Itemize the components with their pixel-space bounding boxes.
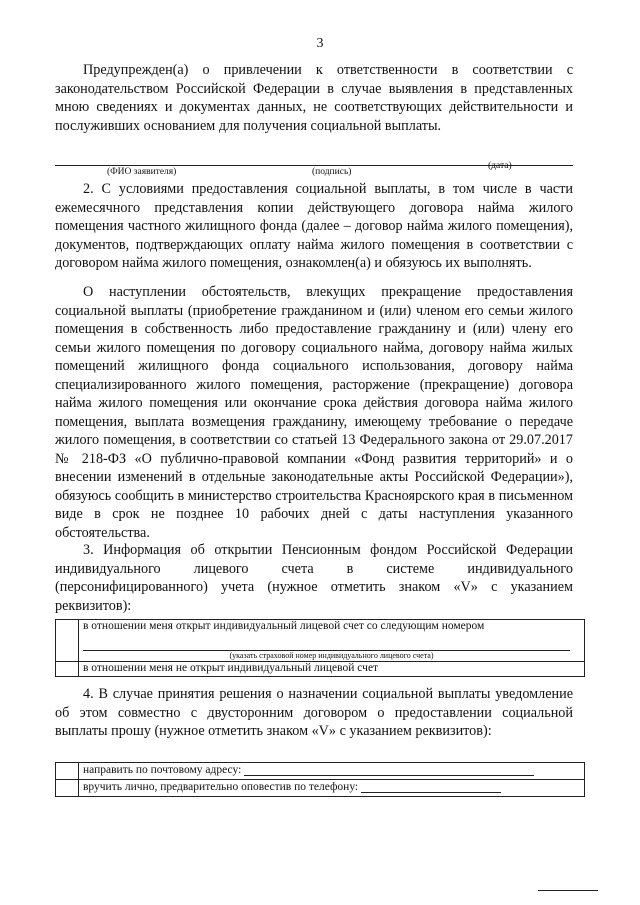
corner-rule bbox=[538, 890, 598, 891]
checkbox-account-opened[interactable] bbox=[56, 620, 79, 662]
option-row-mail bbox=[56, 763, 585, 780]
obligations-paragraph: О наступлении обстоятельств, влекущих прекращение предоставления социальной выплаты (приобретение гражданином и (или) членом его семьи жилого помещения в собственность либо предоставление гражданину и (или) члену его семьи жилого помещения по договору социального найма, договору найма жилых помещений жилищного фонда социального использования, договору найма специализированного жилого помещения, расторжение (прекращение) договора найма жилого помещения или окончание срока действия договора найма жилого помещения, выплата возмещения гражданину, имеющему требование о передаче жилого помещения, в соответствии со статьей 13 Федерального закона от 29.07.2017 № 218-ФЗ «О публично-правовой компании «Фонд развития территорий» и о внесении изменений в отдельные законодательные акты Российской Федерации»), обязуюсь сообщить в министерство строительства Красноярского края в письменном виде в срок не позднее 10 рабочих дней с даты наступления указанного обстоятельства. bbox=[55, 284, 573, 541]
snils-input-line[interactable] bbox=[83, 636, 570, 651]
page-number: 3 bbox=[316, 36, 324, 51]
option-mail-label: направить по почтовому адресу: bbox=[83, 764, 242, 776]
option-account-opened-label: в отношении меня открыт индивидуальный лицевой счет со следующим номером bbox=[83, 620, 485, 632]
option-row-account-not-opened bbox=[56, 662, 585, 677]
option-account-not-opened-label: в отношении меня не открыт индивидуальный лицевой счет bbox=[79, 662, 585, 677]
option-phone-label: вручить лично, предварительно оповестив по телефону: bbox=[83, 781, 359, 793]
option-row-phone bbox=[56, 780, 585, 797]
option-row-account-opened bbox=[56, 620, 585, 662]
snils-caption: (указать страховой номер индивидуального лицевого счета) bbox=[229, 651, 434, 660]
notification-paragraph: 4. В случае принятия решения о назначении социальной выплаты уведомление об этом совместно с двусторонним договором о предоставлении социальной выплаты прошу (нужное отметить знаком «V» с указанием реквизитов): bbox=[55, 686, 573, 739]
checkbox-mail[interactable] bbox=[56, 763, 79, 780]
pension-account-options-table bbox=[55, 619, 585, 677]
caption-date: (дата) bbox=[488, 161, 512, 171]
caption-fio: (ФИО заявителя) bbox=[107, 167, 177, 177]
checkbox-phone[interactable] bbox=[56, 780, 79, 797]
liability-warning-paragraph: Предупрежден(а) о привлечении к ответственности в соответствии с законодательством Российской Федерации в случае выявления в представленных мною сведениях и документах данных, не соответствующих действительности и послуживших основанием для получения социальной выплаты. bbox=[55, 62, 573, 134]
conditions-paragraph: 2. С условиями предоставления социальной выплаты, в том числе в части ежемесячного представления копии действующего договора найма жилого помещения частного жилищного фонда (далее – договор найма жилого помещения), документов, подтверждающих оплату найма жилого помещения в соответствии с договором найма жилого помещения, ознакомлен(а) и обязуюсь их выполнять. bbox=[55, 181, 573, 271]
notification-options-table bbox=[55, 762, 585, 797]
pension-account-paragraph: 3. Информация об открытии Пенсионным фондом Российской Федерации индивидуального лицевого счета в системе индивидуального (персонифицированного) учета (нужное отметить знаком «V» с указанием реквизитов): bbox=[55, 542, 573, 614]
checkbox-account-not-opened[interactable] bbox=[56, 662, 79, 677]
caption-signature: (подпись) bbox=[312, 167, 352, 177]
postal-address-line[interactable] bbox=[244, 763, 534, 776]
phone-number-line[interactable] bbox=[361, 780, 501, 793]
